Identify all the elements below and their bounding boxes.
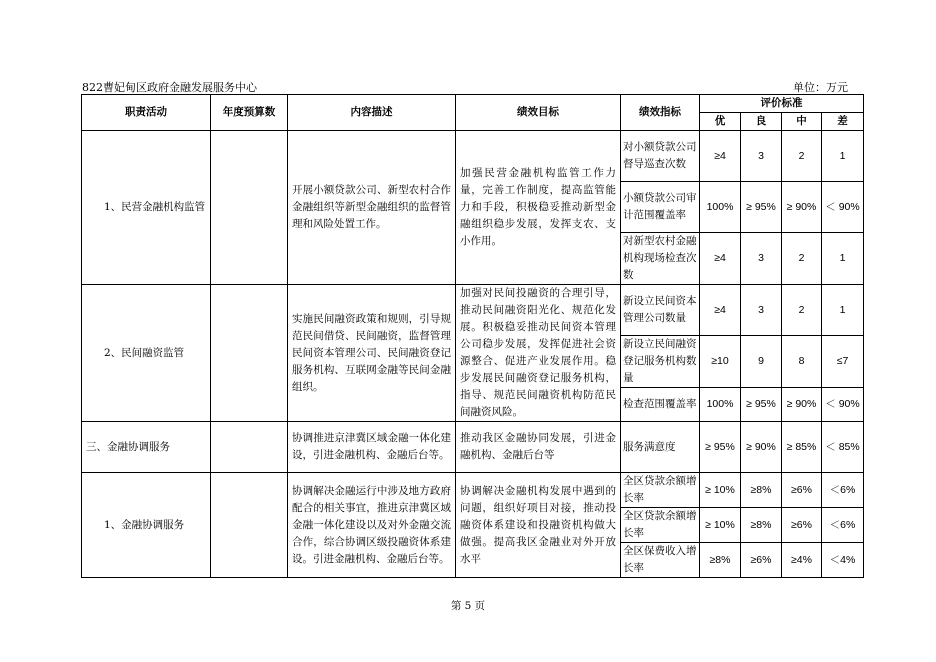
col-good-header: 良 [741, 113, 782, 131]
excellent-cell: 100% [700, 182, 741, 233]
content-cell: 开展小额贷款公司、新型农村合作金融组织等新型金融组织的监督管理和风险处置工作。 [288, 131, 456, 285]
excellent-cell: ≥8% [700, 543, 741, 578]
poor-cell: ＜ 90% [822, 182, 864, 233]
excellent-cell: ≥4 [700, 233, 741, 285]
medium-cell: ≥6% [782, 508, 822, 543]
medium-cell: ≥4% [782, 543, 822, 578]
activity-cell: 1、金融协调服务 [82, 473, 211, 578]
excellent-cell: ≥ 95% [700, 422, 741, 473]
medium-cell: 8 [782, 336, 822, 388]
performance-table [81, 94, 864, 578]
poor-cell: ≤7 [822, 336, 864, 388]
col-budget-header: 年度预算数 [211, 95, 288, 131]
activity-cell: 1、民营金融机构监管 [82, 131, 211, 285]
col-excellent-header: 优 [700, 113, 741, 131]
indicator-cell: 小额贷款公司审计范围覆盖率 [621, 182, 700, 233]
excellent-cell: ≥10 [700, 336, 741, 388]
indicator-cell: 全区贷款余额增长率 [621, 473, 700, 508]
table-row [82, 285, 864, 336]
indicator-cell: 服务满意度 [621, 422, 700, 473]
col-standard-header: 评价标准 [700, 95, 864, 113]
activity-cell: 2、民间融资监管 [82, 285, 211, 422]
good-cell: ≥8% [741, 508, 782, 543]
excellent-cell: ≥4 [700, 131, 741, 182]
table-row [82, 131, 864, 182]
col-goal-header: 绩效目标 [456, 95, 621, 131]
medium-cell: ≥6% [782, 473, 822, 508]
excellent-cell: 100% [700, 388, 741, 422]
col-poor-header: 差 [822, 113, 864, 131]
poor-cell: ＜6% [822, 473, 864, 508]
goal-cell: 推动我区金融协同发展，引进金融机构、金融后台等 [456, 422, 621, 473]
good-cell: 9 [741, 336, 782, 388]
good-cell: ≥ 95% [741, 182, 782, 233]
indicator-cell: 全区贷款余额增长率 [621, 508, 700, 543]
indicator-cell: 对小额贷款公司督导巡查次数 [621, 131, 700, 182]
content-cell: 协调解决金融运行中涉及地方政府配合的相关事宜，推进京津冀区域金融一体化建设以及对外金融交流合作，综合协调区级投融资体系建设。引进金融机构、金融后台等。 [288, 473, 456, 578]
poor-cell: ＜ 90% [822, 388, 864, 422]
indicator-cell: 新设立民间融资登记服务机构数量 [621, 336, 700, 388]
good-cell: ≥8% [741, 473, 782, 508]
poor-cell: ＜ 85% [822, 422, 864, 473]
content-cell: 实施民间融资政策和规则，引导规范民间借贷、民间融资，监督管理民间资本管理公司、民间融资登记服务机构、互联网金融等民间金融组织。 [288, 285, 456, 422]
good-cell: 3 [741, 131, 782, 182]
indicator-cell: 对新型农村金融机构现场检查次数 [621, 233, 700, 285]
indicator-cell: 检查范围覆盖率 [621, 388, 700, 422]
goal-cell: 加强对民间投融资的合理引导，推动民间融资阳光化、规范化发展。积极稳妥推动民间资本管理公司稳步发展，发挥促进社会资源整合、促进产业发展作用。稳步发展民间融资登记服务机构，指导、规范民间融资机构防范民间融资风险。 [456, 285, 621, 422]
medium-cell: 2 [782, 131, 822, 182]
budget-cell [211, 473, 288, 578]
budget-cell [211, 131, 288, 285]
table-row [82, 473, 864, 508]
unit-label: 单位：万元 [793, 81, 848, 94]
col-content-header: 内容描述 [288, 95, 456, 131]
col-indicator-header: 绩效指标 [621, 95, 700, 131]
good-cell: ≥ 95% [741, 388, 782, 422]
medium-cell: ≥ 85% [782, 422, 822, 473]
budget-cell [211, 422, 288, 473]
excellent-cell: ≥4 [700, 285, 741, 336]
content-cell: 协调推进京津冀区域金融一体化建设，引进金融机构、金融后台等。 [288, 422, 456, 473]
poor-cell: ＜4% [822, 543, 864, 578]
table-row [82, 422, 864, 473]
medium-cell: ≥ 90% [782, 388, 822, 422]
indicator-cell: 新设立民间资本管理公司数量 [621, 285, 700, 336]
poor-cell: ＜6% [822, 508, 864, 543]
page-number: 第 5 页 [450, 600, 486, 612]
activity-cell: 三、金融协调服务 [82, 422, 211, 473]
medium-cell: 2 [782, 233, 822, 285]
poor-cell: 1 [822, 233, 864, 285]
good-cell: 3 [741, 233, 782, 285]
good-cell: ≥ 90% [741, 422, 782, 473]
goal-cell: 协调解决金融机构发展中遇到的问题，组织好项目对接，推动投融资体系建设和投融资机构做大做强。提高我区金融业对外开放水平 [456, 473, 621, 578]
medium-cell: ≥ 90% [782, 182, 822, 233]
budget-cell [211, 285, 288, 422]
poor-cell: 1 [822, 131, 864, 182]
poor-cell: 1 [822, 285, 864, 336]
indicator-cell: 全区保费收入增长率 [621, 543, 700, 578]
good-cell: 3 [741, 285, 782, 336]
org-title: 822曹妃甸区政府金融发展服务中心 [82, 81, 257, 94]
excellent-cell: ≥ 10% [700, 473, 741, 508]
col-medium-header: 中 [782, 113, 822, 131]
good-cell: ≥6% [741, 543, 782, 578]
medium-cell: 2 [782, 285, 822, 336]
goal-cell: 加强民营金融机构监管工作力量，完善工作制度，提高监管能力和手段，积极稳妥推动新型金融组织稳步发展，发挥支农、支小作用。 [456, 131, 621, 285]
excellent-cell: ≥ 10% [700, 508, 741, 543]
col-activity-header: 职责活动 [82, 95, 211, 131]
